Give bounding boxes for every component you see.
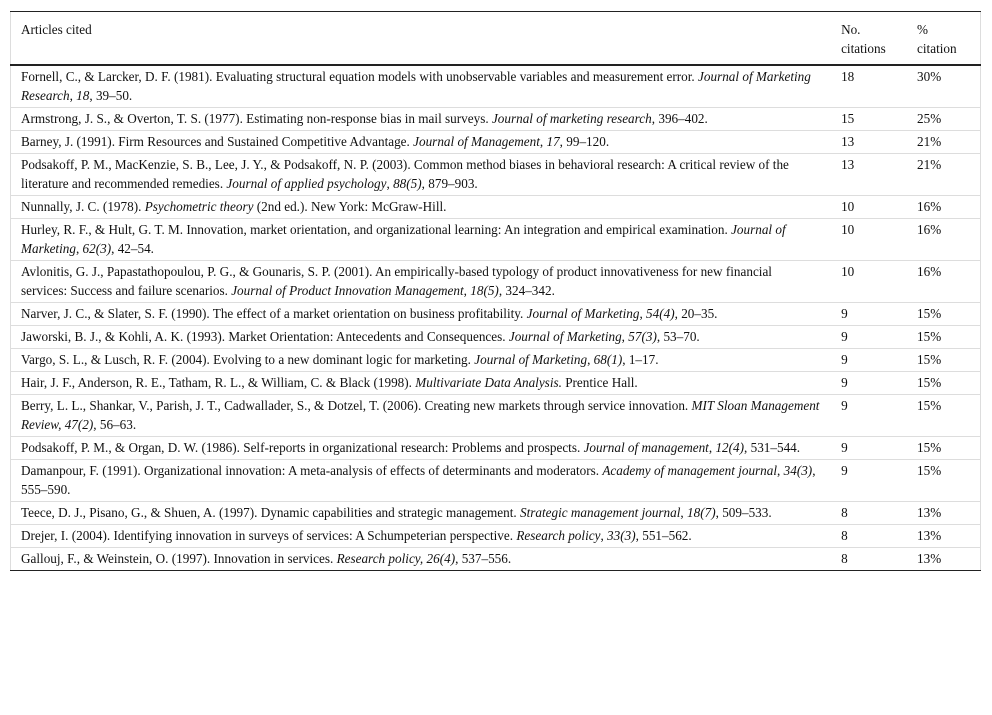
citation-text: Nunnally, J. C. (1978).	[21, 199, 145, 214]
citation-text: Avlonitis, G. J., Papastathopoulou, P. G., & Gounaris, S. P. (2001). An empirically-based typology of product innovativeness for new financial services: Success and failure scenarios.	[21, 264, 772, 298]
citation-text: ,	[777, 463, 784, 478]
citation-text: ,	[463, 283, 471, 298]
citation-text: , 324–342.	[498, 283, 555, 298]
citation-text: , 551–562.	[635, 528, 692, 543]
table-row	[11, 395, 981, 437]
citation-text: , 396–402.	[651, 111, 708, 126]
citation-text: Jaworski, B. J., & Kohli, A. K. (1993). Market Orientation: Antecedents and Consequences.	[21, 329, 509, 344]
citation-percent: 16%	[907, 196, 980, 219]
citation-text: Podsakoff, P. M., MacKenzie, S. B., Lee, J. Y., & Podsakoff, N. P. (2003). Common method biases in behavioral research: A critical review of the literature and recommended remedies.	[21, 157, 789, 191]
citation-text: Damanpour, F. (1991). Organizational innovation: A meta-analysis of effects of determinants and moderators.	[21, 463, 603, 478]
table-row	[11, 525, 981, 548]
citation-cell	[11, 525, 832, 548]
citation-text: ,	[539, 134, 547, 149]
citation-cell	[11, 303, 832, 326]
table-row	[11, 326, 981, 349]
citation-text: , 56–63.	[93, 417, 137, 432]
citation-text: Hurley, R. F., & Hult, G. T. M. Innovation, market orientation, and organizational learning: An integration and empirical examination.	[21, 222, 732, 237]
citation-italic-text: Strategic management journal	[519, 505, 681, 520]
citation-text: , 555–590.	[21, 463, 816, 497]
citation-text: Drejer, I. (2004). Identifying innovation in surveys of services: A Schumpeterian perspective.	[21, 528, 517, 543]
table-row	[11, 219, 981, 261]
citation-italic-text: 57(3)	[628, 329, 657, 344]
citation-text: Hair, J. F., Anderson, R. E., Tatham, R. L., & William, C. & Black (1998).	[21, 375, 416, 390]
citation-italic-text: 17	[546, 134, 560, 149]
header-text: Articles cited	[21, 22, 92, 37]
citation-percent: 15%	[907, 372, 980, 395]
citation-italic-text: Journal of marketing research	[491, 111, 652, 126]
header-text: No.	[841, 22, 861, 37]
table-row	[11, 437, 981, 460]
table-row	[11, 303, 981, 326]
citation-text: , 99–120.	[559, 134, 610, 149]
citation-text: ,	[587, 352, 594, 367]
citation-percent: 15%	[907, 460, 980, 502]
citation-count: 9	[831, 372, 907, 395]
citation-percent: 30%	[907, 65, 980, 108]
table-row	[11, 154, 981, 196]
citation-italic-text: Journal of Marketing	[508, 329, 622, 344]
citation-text: Gallouj, F., & Weinstein, O. (1997). Innovation in services.	[21, 551, 337, 566]
citation-cell	[11, 372, 832, 395]
citation-italic-text: 18(5)	[470, 283, 499, 298]
citation-cell	[11, 548, 832, 571]
citation-text: , 879–903.	[421, 176, 478, 191]
citation-cell	[11, 108, 832, 131]
citation-percent: 15%	[907, 326, 980, 349]
table-row	[11, 349, 981, 372]
citation-text: , 537–556.	[455, 551, 512, 566]
citation-text: Podsakoff, P. M., & Organ, D. W. (1986). Self-reports in organizational research: Problems and prospects.	[21, 440, 584, 455]
citation-percent: 15%	[907, 303, 980, 326]
citation-text: Barney, J. (1991). Firm Resources and Sustained Competitive Advantage.	[21, 134, 414, 149]
citation-text: ,	[621, 329, 629, 344]
citation-text: ,	[600, 528, 608, 543]
citation-italic-text: 18	[76, 88, 90, 103]
citation-cell	[11, 154, 832, 196]
citation-text: Narver, J. C., & Slater, S. F. (1990). The effect of a market orientation on business profitability.	[21, 306, 527, 321]
citation-text: , 20–35.	[674, 306, 718, 321]
table-row	[11, 196, 981, 219]
header-no-citations	[831, 12, 907, 66]
citation-cell	[11, 437, 832, 460]
citation-italic-text: Journal of Product Innovation Management	[231, 283, 464, 298]
citation-count: 8	[831, 525, 907, 548]
citation-italic-text: 34(3)	[783, 463, 813, 478]
citation-percent: 13%	[907, 548, 980, 571]
citation-count: 18	[831, 65, 907, 108]
citation-italic-text: Psychometric theory	[144, 199, 254, 214]
citation-text: ,	[386, 176, 394, 191]
citation-text: Armstrong, J. S., & Overton, T. S. (1977). Estimating non-response bias in mail surveys.	[21, 111, 492, 126]
citation-text: ,	[680, 505, 688, 520]
citation-italic-text: Journal of management	[583, 440, 709, 455]
citation-italic-text: MIT Sloan Management Review, 47(2)	[21, 398, 820, 432]
citation-cell	[11, 395, 832, 437]
citation-text: ,	[69, 88, 77, 103]
citation-text: (2nd ed.). New York: McGraw-Hill.	[253, 199, 447, 214]
citation-italic-text: Journal of Management	[413, 134, 540, 149]
citation-cell	[11, 196, 832, 219]
citation-percent: 21%	[907, 154, 980, 196]
citation-italic-text: 18(7)	[687, 505, 716, 520]
citation-percent: 13%	[907, 525, 980, 548]
citation-count: 9	[831, 303, 907, 326]
citation-italic-text: Research policy	[516, 528, 601, 543]
citation-percent: 21%	[907, 131, 980, 154]
citation-italic-text: Journal of Marketing	[526, 306, 640, 321]
citation-count: 9	[831, 326, 907, 349]
citations-table	[10, 11, 981, 571]
citation-count: 8	[831, 502, 907, 525]
table-row	[11, 65, 981, 108]
citation-percent: 15%	[907, 395, 980, 437]
table-body	[11, 65, 981, 571]
citation-cell	[11, 349, 832, 372]
citation-text: , 531–544.	[744, 440, 801, 455]
citation-percent: 15%	[907, 437, 980, 460]
citation-italic-text: Journal of Marketing	[474, 352, 588, 367]
citation-count: 13	[831, 154, 907, 196]
header-pct-citation	[907, 12, 980, 66]
citation-italic-text: Multivariate Data Analysis.	[415, 375, 562, 390]
citation-text: , 39–50.	[89, 88, 133, 103]
citation-italic-text: 33(3)	[607, 528, 636, 543]
table-header-row	[11, 12, 981, 66]
citation-italic-text: 68(1)	[593, 352, 623, 367]
citation-italic-text: Journal of Marketing Research	[21, 69, 811, 103]
citation-italic-text: Research policy, 26(4)	[336, 551, 456, 566]
citation-text: Fornell, C., & Larcker, D. F. (1981). Evaluating structural equation models with unobservable variables and measurement error.	[21, 69, 699, 84]
citation-text: , 42–54.	[111, 241, 154, 256]
table-row	[11, 261, 981, 303]
citation-percent: 16%	[907, 261, 980, 303]
citation-italic-text: Academy of management journal	[602, 463, 778, 478]
citation-text: ,	[708, 440, 716, 455]
citation-count: 9	[831, 460, 907, 502]
citation-italic-text: 88(5)	[393, 176, 422, 191]
table-row	[11, 502, 981, 525]
citation-count: 10	[831, 219, 907, 261]
citation-cell	[11, 502, 832, 525]
citation-count: 15	[831, 108, 907, 131]
header-text: citations	[841, 41, 886, 56]
citation-count: 9	[831, 437, 907, 460]
citation-count: 8	[831, 548, 907, 571]
citation-count: 10	[831, 261, 907, 303]
citation-percent: 16%	[907, 219, 980, 261]
table-row	[11, 372, 981, 395]
citation-text: , 53–70.	[656, 329, 700, 344]
citation-count: 13	[831, 131, 907, 154]
table-row	[11, 131, 981, 154]
citation-count: 10	[831, 196, 907, 219]
citation-cell	[11, 261, 832, 303]
header-text: %	[917, 22, 929, 37]
citation-cell	[11, 131, 832, 154]
citation-percent: 25%	[907, 108, 980, 131]
header-articles-cited	[11, 12, 832, 66]
citation-cell	[11, 460, 832, 502]
citation-cell	[11, 65, 832, 108]
table-row	[11, 460, 981, 502]
citation-italic-text: Journal of Marketing	[21, 222, 786, 256]
citation-count: 9	[831, 349, 907, 372]
citation-text: , 509–533.	[715, 505, 772, 520]
citation-italic-text: 62(3)	[82, 241, 112, 256]
header-text: citation	[917, 41, 957, 56]
citation-text: Prentice Hall.	[561, 375, 638, 390]
citation-italic-text: 54(4)	[646, 306, 675, 321]
citation-text: ,	[639, 306, 647, 321]
citation-cell	[11, 219, 832, 261]
citation-percent: 13%	[907, 502, 980, 525]
citation-text: , 1–17.	[622, 352, 659, 367]
citation-text: Vargo, S. L., & Lusch, R. F. (2004). Evolving to a new dominant logic for marketing.	[21, 352, 475, 367]
table-row	[11, 108, 981, 131]
citation-count: 9	[831, 395, 907, 437]
citation-italic-text: Journal of applied psychology	[226, 176, 387, 191]
citation-italic-text: 12(4)	[715, 440, 745, 455]
citation-cell	[11, 326, 832, 349]
citation-text: Berry, L. L., Shankar, V., Parish, J. T., Cadwallader, S., & Dotzel, T. (2006). Creating new markets through service innovation.	[21, 398, 692, 413]
citation-percent: 15%	[907, 349, 980, 372]
table-row	[11, 548, 981, 571]
citation-text: Teece, D. J., Pisano, G., & Shuen, A. (1997). Dynamic capabilities and strategic management.	[21, 505, 520, 520]
citation-text: ,	[75, 241, 83, 256]
